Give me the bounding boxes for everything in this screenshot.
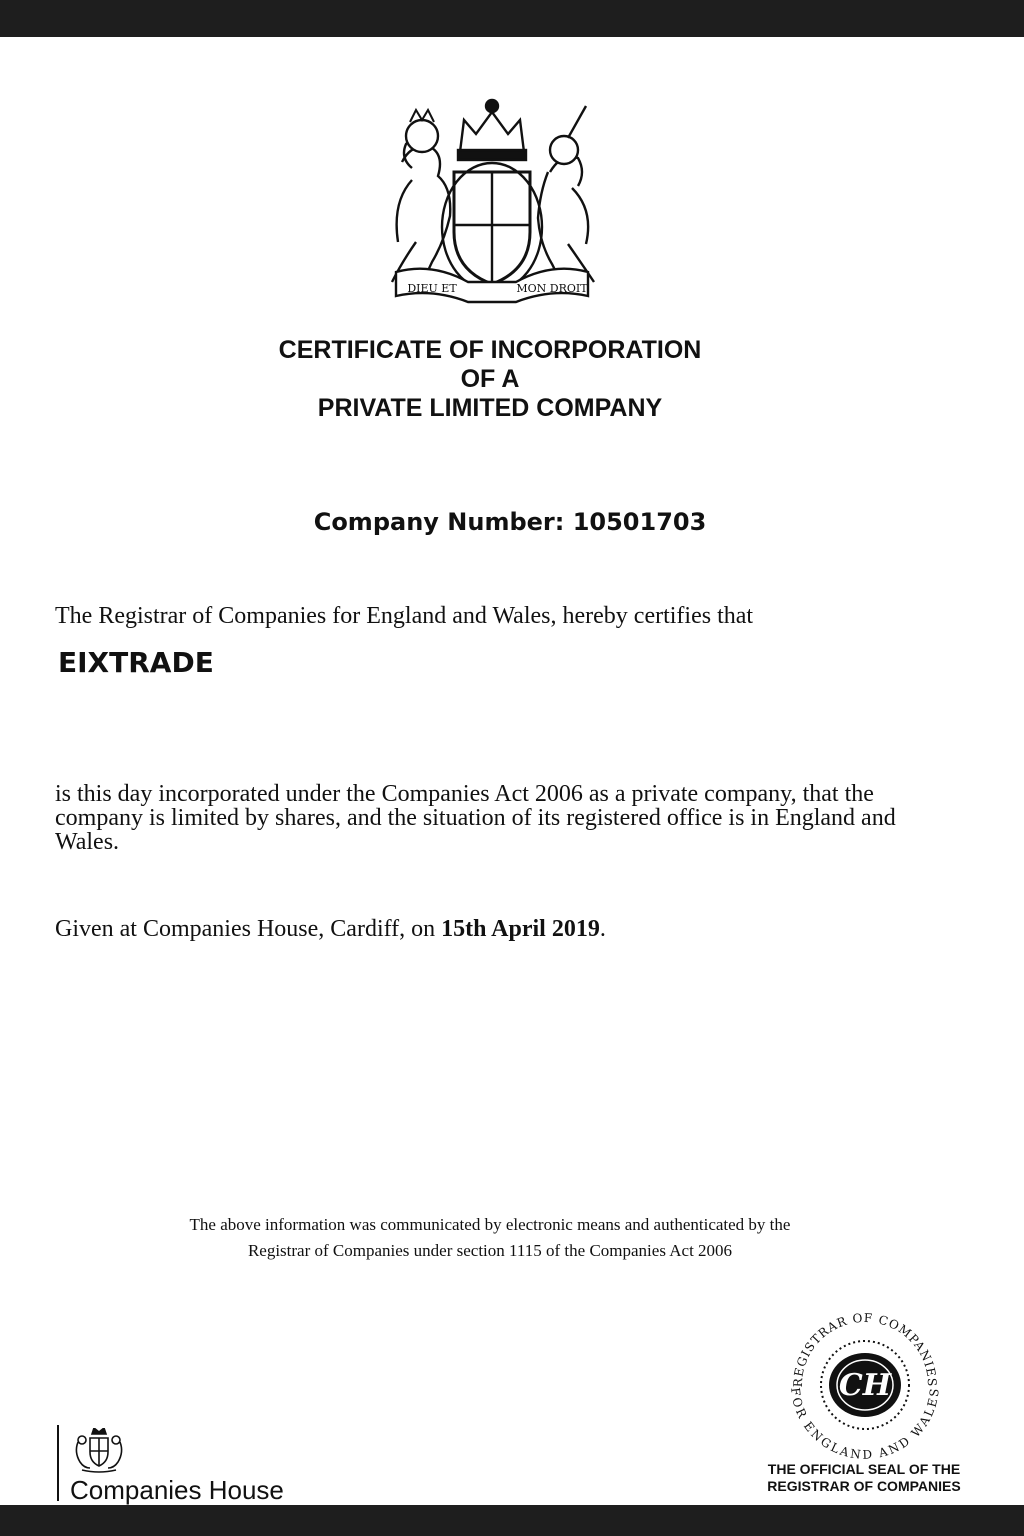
- seal-caption-line-1: THE OFFICIAL SEAL OF THE: [767, 1461, 961, 1477]
- motto-right: MON DROIT: [516, 282, 588, 295]
- title-line-2: OF A: [460, 365, 520, 393]
- certifies-statement: The Registrar of Companies for England and Wales, hereby certifies that: [55, 603, 754, 629]
- given-statement: [55, 916, 606, 943]
- companies-house-divider: [57, 1425, 59, 1501]
- bottom-frame-bar: [0, 1505, 1024, 1536]
- registrar-seal-icon: [780, 1300, 950, 1470]
- given-date: 15th April 2019: [441, 916, 600, 942]
- seal-inner-text: FOR ENGLAND AND WALES: [788, 1386, 942, 1462]
- companies-house-crest-icon: [72, 1428, 126, 1474]
- companies-house-logo-text: Companies House: [70, 1475, 284, 1505]
- seal-caption-line-2: REGISTRAR OF COMPANIES: [767, 1478, 961, 1494]
- company-number: Company Number: 10501703: [313, 508, 707, 536]
- top-frame-bar: [0, 0, 1024, 37]
- title-line-3: PRIVATE LIMITED COMPANY: [317, 394, 663, 422]
- incorporation-statement: is this day incorporated under the Companies Act 2006 as a private company, that the company is limited by shares, and the situation of its registered office is in England and Wales.: [55, 781, 896, 855]
- title-line-1: CERTIFICATE OF INCORPORATION: [278, 336, 702, 364]
- royal-coat-of-arms-icon: [372, 92, 612, 307]
- authentication-footnote: [80, 1212, 900, 1264]
- footnote-line-1: The above information was communicated by electronic means and authenticated by the: [189, 1215, 791, 1234]
- given-prefix: Given at Companies House, Cardiff, on: [55, 916, 442, 942]
- company-name: EIXTRADE: [58, 646, 214, 679]
- seal-outer-text: REGISTRAR OF COMPANIES: [790, 1310, 940, 1388]
- motto-left: DIEU ET: [407, 282, 457, 295]
- seal-monogram: CH: [838, 1368, 892, 1403]
- footnote-line-2: Registrar of Companies under section 1115 of the Companies Act 2006: [247, 1241, 733, 1260]
- given-suffix: .: [599, 916, 606, 942]
- certificate-title: [0, 336, 980, 423]
- seal-caption: [740, 1461, 988, 1495]
